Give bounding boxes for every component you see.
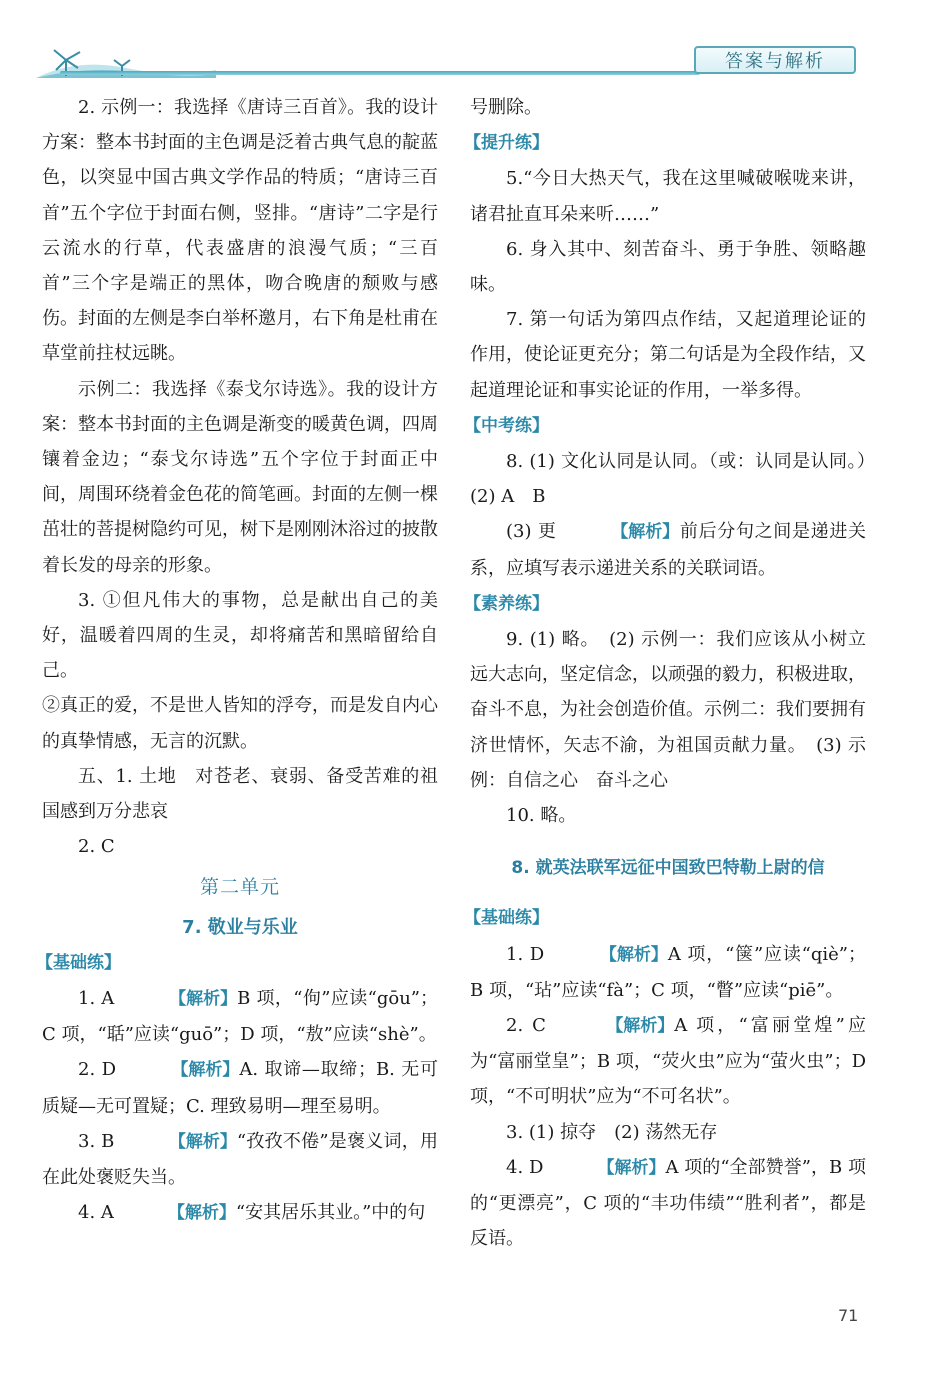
unit-title: 第二单元 xyxy=(199,876,280,899)
answer-item xyxy=(470,1115,866,1150)
analysis-tag: 【解析】 xyxy=(167,1203,236,1224)
answer-item xyxy=(42,1052,438,1123)
lesson7-answers xyxy=(42,981,438,1231)
lesson7-basic-tag: 【基础练】 xyxy=(36,952,121,973)
right-column xyxy=(464,90,884,1257)
answer-item xyxy=(470,514,866,585)
answer-number: 1. D xyxy=(506,943,564,965)
answer-text: B 项，“佝”应读“gōu”；C 项，“聒”应读“guō”；D 项，“敖”应读“shè”。 xyxy=(42,988,438,1046)
analysis-tag: 【解析】 xyxy=(169,989,238,1010)
answer-item xyxy=(42,981,438,1052)
answer-item xyxy=(470,1008,866,1115)
answer-text: 8. (1) 文化认同是认同。（或：认同是认同。） (2) A B xyxy=(470,451,884,508)
answer-text: A 项，“富丽堂煌”应为“富丽堂皇”；B 项，“荧火虫”应为“萤火虫”；D 项，“不可明状”应为“不可名状”。 xyxy=(470,1015,866,1108)
answer-item: 9. (1) 略。 (2) 示例一：我们应该从小树立远大志向，坚定信念，以顽强的毅力，积极进取，奋斗不息，为社会创造价值。示例二：我们要拥有济世情怀，矢志不渝，为祖国贡献力量。 (3) 示例：自信之心 奋斗之心 xyxy=(470,629,866,791)
answer-paragraph: 3. ①但凡伟大的事物，总是献出自己的美好，温暖着四周的生灵，却将痛苦和黑暗留给自己。 xyxy=(42,589,438,682)
analysis-tag: 【解析】 xyxy=(606,1016,675,1037)
answer-text: A 项，“箧”应读“qiè”；B 项，“玷”应读“fà”；C 项，“瞥”应读“piē”。 xyxy=(470,943,866,1001)
answer-paragraph: 2. C xyxy=(78,836,115,858)
zhongkao-answers xyxy=(470,444,884,586)
continuation-text: 号删除。 xyxy=(470,97,542,118)
answer-text: A 项的“全部赞誉”，B 项的“更漂亮”，C 项的“丰功伟绩”“胜利者”，都是反语。 xyxy=(470,1156,867,1250)
answer-text: 前后分句之间是递进关系，应填写表示递进关系的关联词语。 xyxy=(470,521,867,579)
answer-text: “孜孜不倦”是褒义词，用在此处褒贬失当。 xyxy=(42,1130,439,1189)
answer-number: 3. B xyxy=(78,1130,133,1152)
suyang-tag: 【素养练】 xyxy=(464,593,549,614)
answer-paragraph: ②真正的爱，不是世人皆知的浮夸，而是发自内心的真挚情感，无言的沉默。 xyxy=(42,695,438,752)
lesson8-answers xyxy=(470,937,866,1257)
answer-paragraph: 示例二：我选择《泰戈尔诗选》。我的设计方案：整本书封面的主色调是渐变的暖黄色调，四周镶着金边；“泰戈尔诗选”五个字位于封面正中间，周围环绕着金色花的简笔画。封面的左侧一棵茁壮的菩提树隐约可见，树下是刚刚沐浴过的披散着长发的母亲的形象。 xyxy=(42,378,438,576)
analysis-tag: 【解析】 xyxy=(611,522,680,543)
header-rule xyxy=(60,71,700,75)
section-tag: 答案与解析 xyxy=(694,46,856,74)
answer-item xyxy=(42,1124,438,1195)
page-number: 71 xyxy=(838,1306,859,1325)
analysis-tag: 【解析】 xyxy=(597,1157,666,1178)
lesson7-title: 7. 敬业与乐业 xyxy=(182,916,298,938)
answer-text: “安其居乐其业。”中的句 xyxy=(235,1202,426,1224)
answer-item: 6. 身入其中、刻苦奋斗、勇于争胜、领略趣味。 xyxy=(470,238,866,296)
answer-text: A. 取谛—取缔；B. 无可质疑—无可置疑；C. 理致易明—理至易明。 xyxy=(42,1059,438,1117)
answer-item xyxy=(470,937,866,1008)
answer-paragraph: 2. 示例一：我选择《唐诗三百首》。我的设计方案：整本书封面的主色调是泛着古典气息的靛蓝色，以突显中国古典文学作品的特质；“唐诗三百首”五个字位于封面右侧，竖排。“唐诗”二字是行云流水的行草，代表盛唐的浪漫气质；“三百首”三个字是端正的黑体，吻合晚唐的颓败与感伤。封面的左侧是李白举杯邀月，右下角是杜甫在草堂前拄杖远眺。 xyxy=(42,97,438,365)
answer-number: 4. A xyxy=(78,1202,132,1224)
answer-item: 10. 略。 xyxy=(506,805,577,827)
answer-item xyxy=(470,1150,866,1257)
answer-item: 7. 第一句话为第四点作结，又起道理论证的作用，使论证更充分；第二句话是为全段作结，又起道理论证和事实论证的作用，一举多得。 xyxy=(470,309,866,401)
answer-text: 3. (1) 掠夺 (2) 荡然无存 xyxy=(506,1121,718,1143)
answer-item xyxy=(470,444,884,514)
answer-paragraph: 五、1. 土地 对苍老、衰弱、备受苦难的祖国感到万分悲哀 xyxy=(42,765,438,823)
answer-item: 5.“今日大热天气，我在这里喊破喉咙来讲，诸君扯直耳朵来听……” xyxy=(470,168,866,225)
answer-number: 4. D xyxy=(506,1156,562,1178)
answer-number: 2. D xyxy=(78,1059,136,1081)
answer-number: 1. A xyxy=(78,988,134,1010)
lesson8-basic-tag: 【基础练】 xyxy=(464,908,549,929)
suyang-answers xyxy=(470,622,866,833)
answer-number: (3) 更 xyxy=(506,521,576,543)
answer-item xyxy=(42,1195,438,1231)
zhongkao-tag: 【中考练】 xyxy=(464,415,549,436)
answer-number: 2. C xyxy=(506,1015,571,1037)
tisheng-answers xyxy=(470,161,866,407)
left-column xyxy=(36,90,439,1232)
analysis-tag: 【解析】 xyxy=(168,1131,237,1152)
tisheng-tag: 【提升练】 xyxy=(464,133,549,154)
analysis-tag: 【解析】 xyxy=(599,944,668,965)
lesson8-title: 8. 就英法联军远征中国致巴特勒上尉的信 xyxy=(511,858,825,879)
left-paragraphs xyxy=(42,90,438,864)
analysis-tag: 【解析】 xyxy=(171,1060,240,1081)
